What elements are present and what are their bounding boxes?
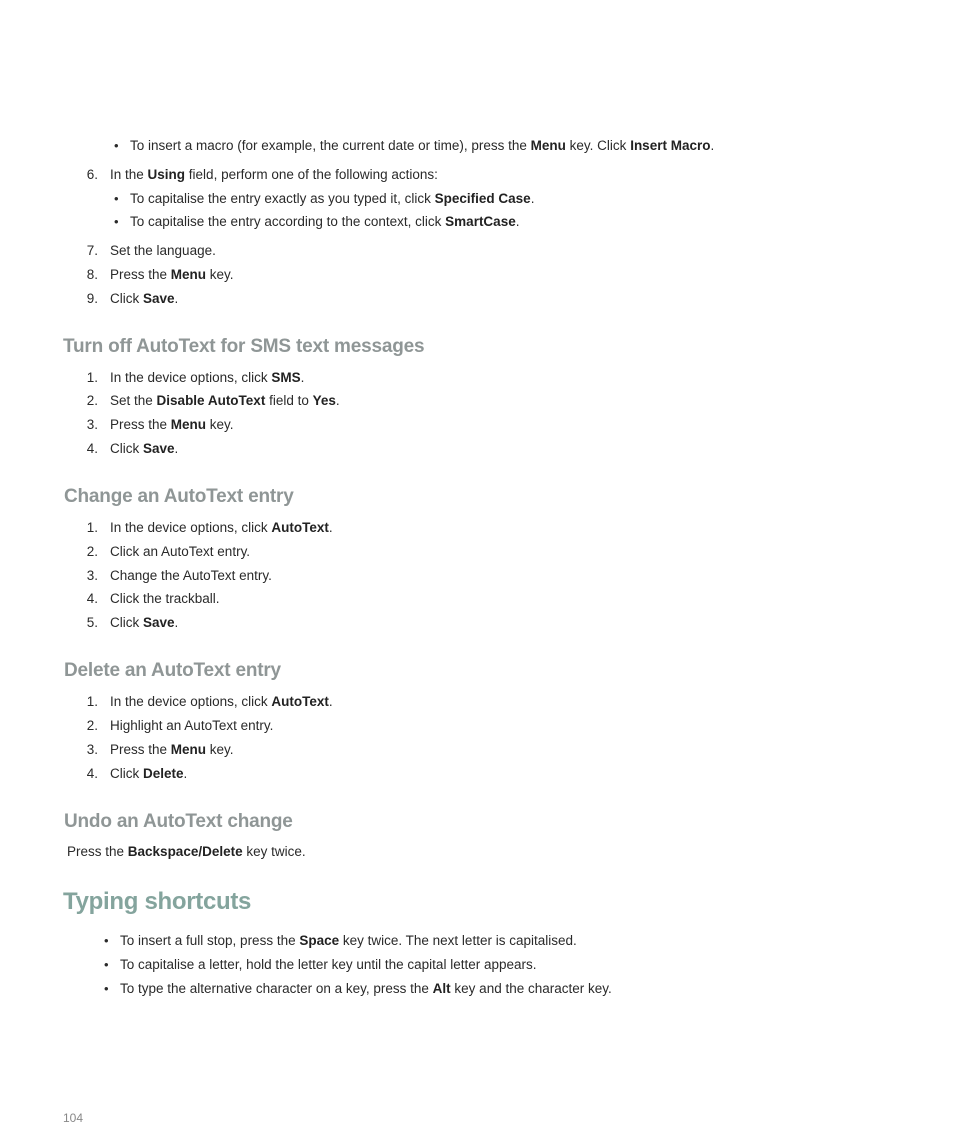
- page-number: 104: [63, 1111, 84, 1125]
- bullet-glyph: •: [114, 214, 119, 229]
- step-text: Press the Menu key.: [110, 417, 234, 432]
- section-heading: Turn off AutoText for SMS text messages: [63, 336, 425, 357]
- step-number: 5.: [86, 615, 98, 630]
- step-number: 4.: [86, 766, 98, 781]
- step-text: Press the Menu key.: [110, 267, 234, 282]
- step-number: 2.: [86, 393, 98, 408]
- bullet-glyph: •: [104, 957, 109, 972]
- bullet-text: To capitalise a letter, hold the letter key until the capital letter appears.: [120, 957, 537, 972]
- step-number: 3.: [86, 742, 98, 757]
- step-number: 2.: [86, 544, 98, 559]
- section-heading: Undo an AutoText change: [64, 811, 293, 832]
- step-text: Click an AutoText entry.: [110, 544, 251, 559]
- step-text: Press the Menu key.: [110, 742, 234, 757]
- section-heading: Change an AutoText entry: [64, 486, 294, 507]
- step-text: Set the Disable AutoText field to Yes.: [110, 393, 340, 408]
- step-text: Set the language.: [110, 243, 216, 258]
- sub-bullet-text: To capitalise the entry exactly as you typed it, click Specified Case.: [130, 191, 535, 206]
- step-number: 1.: [86, 370, 98, 385]
- bullet-text: To insert a full stop, press the Space key twice. The next letter is capitalised.: [120, 933, 577, 948]
- section-heading: Delete an AutoText entry: [64, 660, 281, 681]
- step-text: Click Delete.: [110, 766, 188, 781]
- step-number: 1.: [86, 520, 98, 535]
- step-text: Click Save.: [110, 441, 179, 456]
- step-number: 4.: [86, 441, 98, 456]
- bullet-glyph: •: [114, 191, 119, 206]
- step-text: In the device options, click AutoText.: [110, 520, 333, 535]
- step-number: 1.: [86, 694, 98, 709]
- bullet-text: To type the alternative character on a key, press the Alt key and the character key.: [120, 981, 612, 996]
- step-text: Highlight an AutoText entry.: [110, 718, 274, 733]
- step-number: 8.: [86, 267, 98, 282]
- sub-bullet-text: To capitalise the entry according to the context, click SmartCase.: [130, 214, 520, 229]
- step-text: In the Using field, perform one of the following actions:: [110, 167, 438, 182]
- step-number: 4.: [86, 591, 98, 606]
- step-text: In the device options, click AutoText.: [110, 694, 333, 709]
- step-number: 9.: [86, 291, 98, 306]
- step-number: 7.: [86, 243, 98, 258]
- step-number: 2.: [86, 718, 98, 733]
- bullet-glyph: •: [114, 138, 119, 153]
- bullet-glyph: •: [104, 981, 109, 996]
- step-number: 6.: [86, 167, 98, 182]
- step-text: In the device options, click SMS.: [110, 370, 305, 385]
- paragraph-text: Press the Backspace/Delete key twice.: [67, 844, 306, 859]
- step-number: 3.: [86, 568, 98, 583]
- bullet-glyph: •: [104, 933, 109, 948]
- step-text: Click Save.: [110, 291, 179, 306]
- step-text: Click the trackball.: [110, 591, 220, 606]
- step-text: Change the AutoText entry.: [110, 568, 272, 583]
- step-number: 3.: [86, 417, 98, 432]
- chapter-heading: Typing shortcuts: [63, 888, 252, 915]
- intro-bullet-text: To insert a macro (for example, the current date or time), press the Menu key. Click Insert Macro.: [130, 138, 715, 153]
- step-text: Click Save.: [110, 615, 179, 630]
